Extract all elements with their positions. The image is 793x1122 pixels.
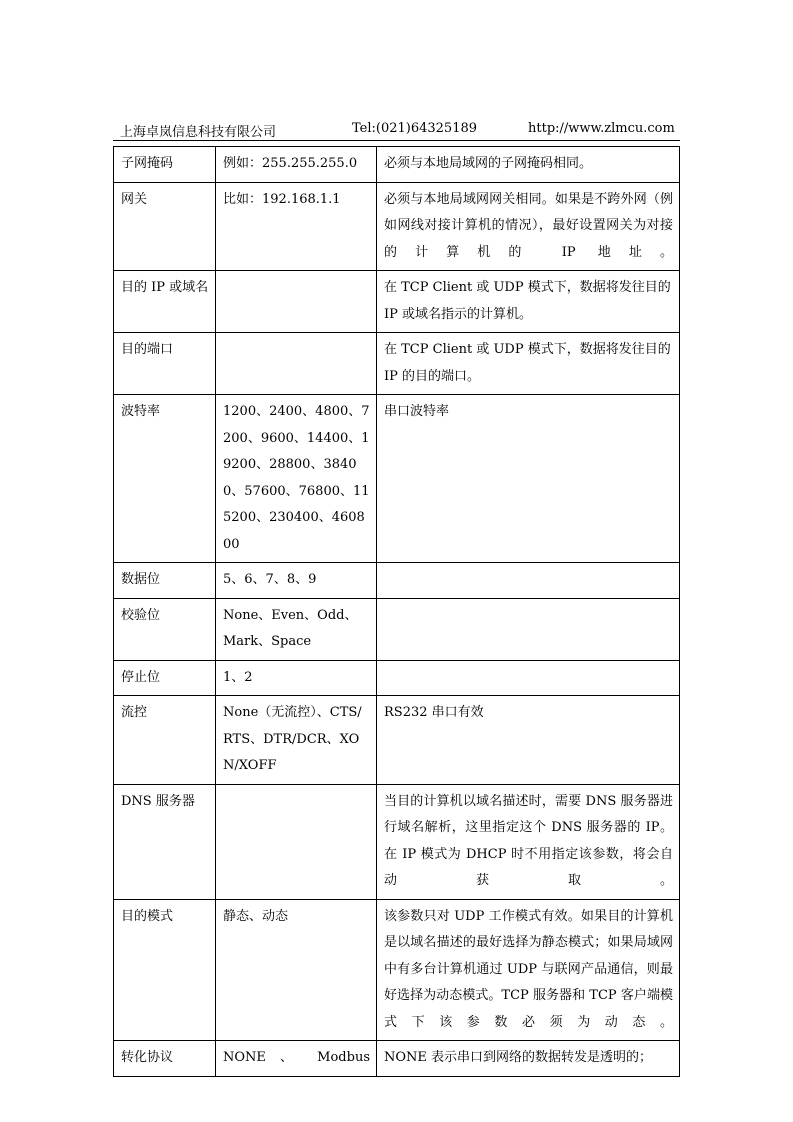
table-row [114, 182, 680, 271]
param-name: 子网掩码 [114, 147, 216, 183]
param-name: DNS 服务器 [114, 784, 216, 899]
parameter-table [113, 146, 680, 1077]
param-value: 1、2 [216, 660, 377, 696]
table-row [114, 395, 680, 563]
table-row [114, 271, 680, 333]
param-desc: 串口波特率 [377, 395, 680, 563]
param-name: 目的 IP 或域名 [114, 271, 216, 333]
param-name: 校验位 [114, 598, 216, 660]
param-desc: 必须与本地局域网的子网掩码相同。 [377, 147, 680, 183]
param-desc [377, 660, 680, 696]
param-value: None（无流控）、CTS/RTS、DTR/DCR、XON/XOFF [216, 696, 377, 785]
table-row [114, 1041, 680, 1077]
param-value: 比如：192.168.1.1 [216, 182, 377, 271]
param-desc: 在 TCP Client 或 UDP 模式下，数据将发往目的 IP 或域名指示的计算机。 [377, 271, 680, 333]
param-desc: RS232 串口有效 [377, 696, 680, 785]
param-value [216, 784, 377, 899]
param-value: NONE 、 Modbus [216, 1041, 377, 1077]
param-value [216, 271, 377, 333]
param-name: 数据位 [114, 563, 216, 599]
param-desc [377, 563, 680, 599]
param-desc: 该参数只对 UDP 工作模式有效。如果目的计算机是以域名描述的最好选择为静态模式；如果局域网中有多台计算机通过 UDP 与联网产品通信，则最好选择为动态模式。TCP 服务器和 TCP 客户端模式下该参数必须为动态。 [377, 899, 680, 1041]
table-row [114, 660, 680, 696]
table-row [114, 899, 680, 1041]
param-value: None、Even、Odd、Mark、Space [216, 598, 377, 660]
table-row [114, 696, 680, 785]
table-row [114, 784, 680, 899]
param-desc: 在 TCP Client 或 UDP 模式下，数据将发往目的 IP 的目的端口。 [377, 333, 680, 395]
company-name: 上海卓岚信息科技有限公司 [120, 125, 277, 140]
param-name: 目的模式 [114, 899, 216, 1041]
param-name: 停止位 [114, 660, 216, 696]
table-row [114, 563, 680, 599]
header-rule [113, 140, 680, 141]
param-name: 目的端口 [114, 333, 216, 395]
param-desc: NONE 表示串口到网络的数据转发是透明的； [377, 1041, 680, 1077]
param-name: 流控 [114, 696, 216, 785]
param-name: 波特率 [114, 395, 216, 563]
table-row [114, 333, 680, 395]
param-value: 例如：255.255.255.0 [216, 147, 377, 183]
table-row [114, 147, 680, 183]
table-row [114, 598, 680, 660]
param-desc [377, 598, 680, 660]
page-header [120, 121, 675, 140]
param-value: 1200、2400、4800、7200、9600、14400、19200、28800、38400、57600、76800、115200、230400、460800 [216, 395, 377, 563]
param-desc: 当目的计算机以域名描述时，需要 DNS 服务器进行域名解析，这里指定这个 DNS 服务器的 IP。在 IP 模式为 DHCP 时不用指定该参数，将会自动获取。 [377, 784, 680, 899]
param-name: 转化协议 [114, 1041, 216, 1077]
param-name: 网关 [114, 182, 216, 271]
param-value [216, 333, 377, 395]
website-url: http://www.zlmcu.com [528, 121, 675, 136]
param-value: 5、6、7、8、9 [216, 563, 377, 599]
param-desc: 必须与本地局域网网关相同。如果是不跨外网（例如网线对接计算机的情况），最好设置网关为对接的计算机的 IP 地址。 [377, 182, 680, 271]
telephone: Tel:(021)64325189 [352, 121, 478, 136]
param-value: 静态、动态 [216, 899, 377, 1041]
